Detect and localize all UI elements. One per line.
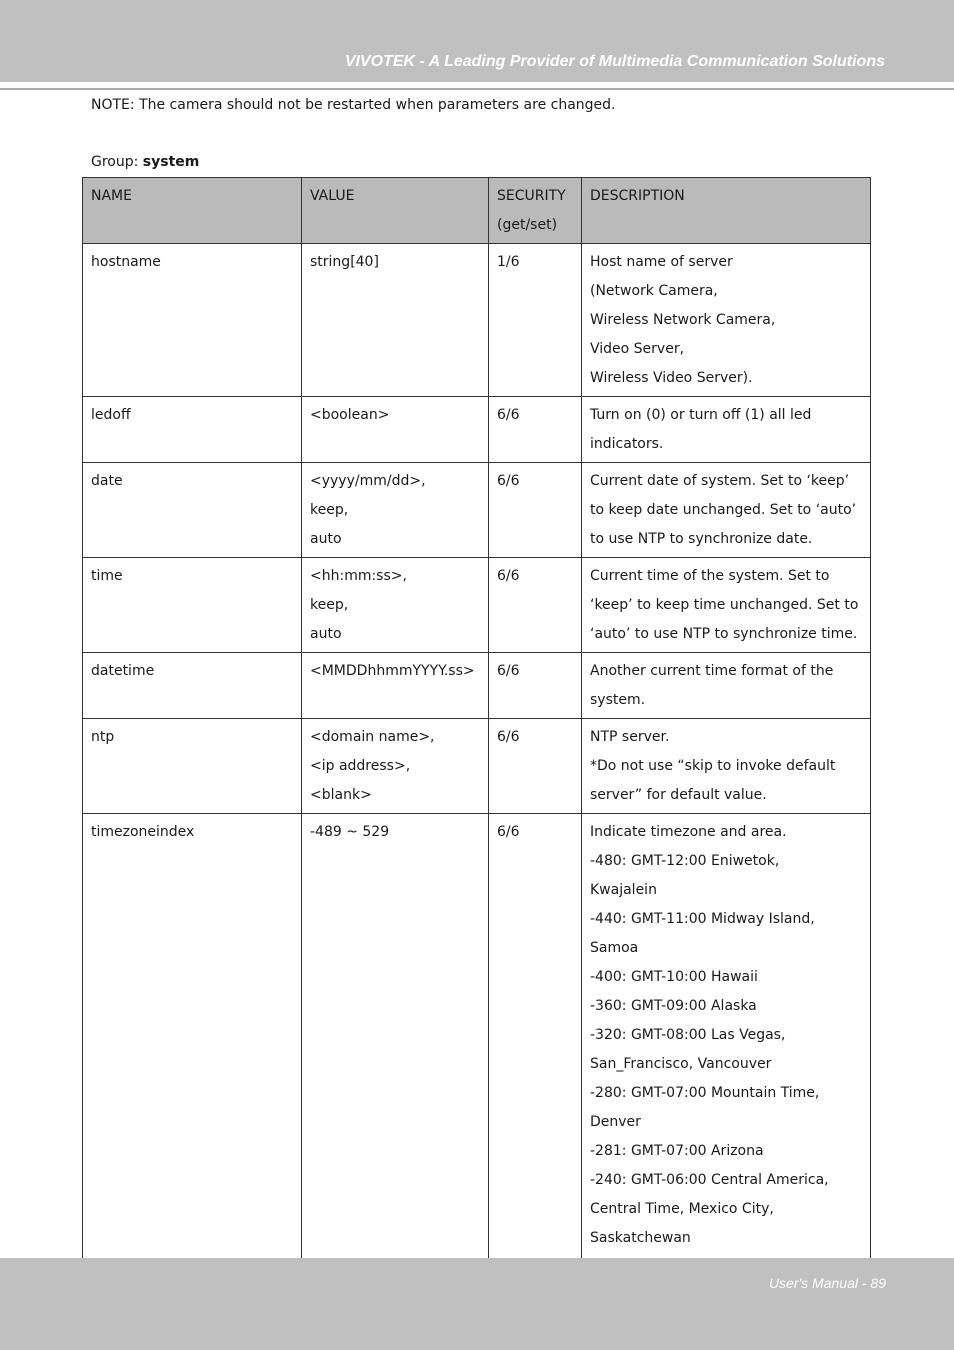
page-footer: [0, 1258, 954, 1350]
param-name: time: [83, 558, 302, 653]
description-line: (Network Camera,: [590, 283, 718, 299]
description-line: indicators.: [590, 436, 664, 452]
description-line: Saskatchewan: [590, 1230, 691, 1246]
description-line: -280: GMT-07:00 Mountain Time,: [590, 1085, 820, 1101]
param-value: [302, 244, 489, 397]
header-description: DESCRIPTION: [582, 178, 871, 244]
param-security: 6/6: [489, 397, 582, 463]
table-row: [83, 653, 871, 719]
description-line: Wireless Video Server).: [590, 370, 753, 386]
param-name: date: [83, 463, 302, 558]
description-line: ‘keep’ to keep time unchanged. Set to: [590, 597, 859, 613]
description-line: Kwajalein: [590, 882, 657, 898]
param-value-line: <MMDDhhmmYYYY.ss>: [310, 663, 475, 679]
description-line: -240: GMT-06:00 Central America,: [590, 1172, 829, 1188]
table-row: [83, 244, 871, 397]
param-value: [302, 397, 489, 463]
description-line: -440: GMT-11:00 Midway Island,: [590, 911, 815, 927]
param-value-line: auto: [310, 531, 342, 547]
description-line: Another current time format of the: [590, 663, 834, 679]
description-line: Wireless Network Camera,: [590, 312, 776, 328]
param-name: ntp: [83, 719, 302, 814]
param-value-line: <domain name>,: [310, 729, 435, 745]
description-line: to keep date unchanged. Set to ‘auto’: [590, 502, 857, 518]
table-row: [83, 558, 871, 653]
table-row: [83, 397, 871, 463]
page-header: [0, 0, 954, 82]
param-value-line: string[40]: [310, 254, 379, 270]
param-description: [582, 719, 871, 814]
description-line: Samoa: [590, 940, 639, 956]
table-row: [83, 719, 871, 814]
param-value-line: <boolean>: [310, 407, 390, 423]
description-line: Indicate timezone and area.: [590, 824, 787, 840]
description-line: -281: GMT-07:00 Arizona: [590, 1143, 764, 1159]
group-heading: [91, 154, 199, 170]
table-row: [83, 463, 871, 558]
param-value-line: keep,: [310, 502, 349, 518]
description-line: server” for default value.: [590, 787, 767, 803]
param-description: [582, 814, 871, 1315]
param-security: 1/6: [489, 244, 582, 397]
param-security: 6/6: [489, 653, 582, 719]
param-value: [302, 719, 489, 814]
description-line: -320: GMT-08:00 Las Vegas,: [590, 1027, 786, 1043]
parameter-table: [82, 177, 871, 1315]
param-value: [302, 558, 489, 653]
description-line: San_Francisco, Vancouver: [590, 1056, 772, 1072]
param-security: 6/6: [489, 558, 582, 653]
description-line: *Do not use “skip to invoke default: [590, 758, 836, 774]
description-line: Video Server,: [590, 341, 685, 357]
param-name: datetime: [83, 653, 302, 719]
description-line: ‘auto’ to use NTP to synchronize time.: [590, 626, 858, 642]
description-line: Host name of server: [590, 254, 733, 270]
header-security-line: (get/set): [497, 217, 558, 233]
param-description: [582, 397, 871, 463]
header-security-line: SECURITY: [497, 188, 566, 204]
note-text: NOTE: The camera should not be restarted when parameters are changed.: [91, 97, 616, 113]
param-value: [302, 814, 489, 1315]
param-value-line: auto: [310, 626, 342, 642]
table-header-row: [83, 178, 871, 244]
header-value: VALUE: [302, 178, 489, 244]
param-value: [302, 463, 489, 558]
description-line: NTP server.: [590, 729, 670, 745]
table-row: [83, 814, 871, 1315]
description-line: -400: GMT-10:00 Hawaii: [590, 969, 758, 985]
description-line: -360: GMT-09:00 Alaska: [590, 998, 757, 1014]
description-line: Current date of system. Set to ‘keep’: [590, 473, 850, 489]
param-value-line: <ip address>,: [310, 758, 411, 774]
param-value-line: keep,: [310, 597, 349, 613]
param-security: 6/6: [489, 814, 582, 1315]
group-name: system: [142, 154, 200, 170]
header-rule: [0, 88, 954, 90]
param-description: [582, 558, 871, 653]
param-value-line: -489 ~ 529: [310, 824, 390, 840]
description-line: Denver: [590, 1114, 641, 1130]
description-line: Current time of the system. Set to: [590, 568, 830, 584]
header-security: [489, 178, 582, 244]
param-name: hostname: [83, 244, 302, 397]
description-line: Central Time, Mexico City,: [590, 1201, 774, 1217]
param-value-line: <yyyy/mm/dd>,: [310, 473, 426, 489]
page-number: User's Manual - 89: [768, 1275, 886, 1291]
param-description: [582, 653, 871, 719]
header-title: VIVOTEK - A Leading Provider of Multimedia Communication Solutions: [344, 53, 885, 70]
param-value-line: <blank>: [310, 787, 372, 803]
description-line: -480: GMT-12:00 Eniwetok,: [590, 853, 780, 869]
param-value: [302, 653, 489, 719]
description-line: system.: [590, 692, 646, 708]
description-line: Turn on (0) or turn off (1) all led: [590, 407, 812, 423]
param-value-line: <hh:mm:ss>,: [310, 568, 407, 584]
header-name: NAME: [83, 178, 302, 244]
param-name: ledoff: [83, 397, 302, 463]
param-description: [582, 463, 871, 558]
description-line: to use NTP to synchronize date.: [590, 531, 813, 547]
param-name: timezoneindex: [83, 814, 302, 1315]
param-description: [582, 244, 871, 397]
group-label: Group:: [91, 154, 143, 170]
param-security: 6/6: [489, 719, 582, 814]
param-security: 6/6: [489, 463, 582, 558]
